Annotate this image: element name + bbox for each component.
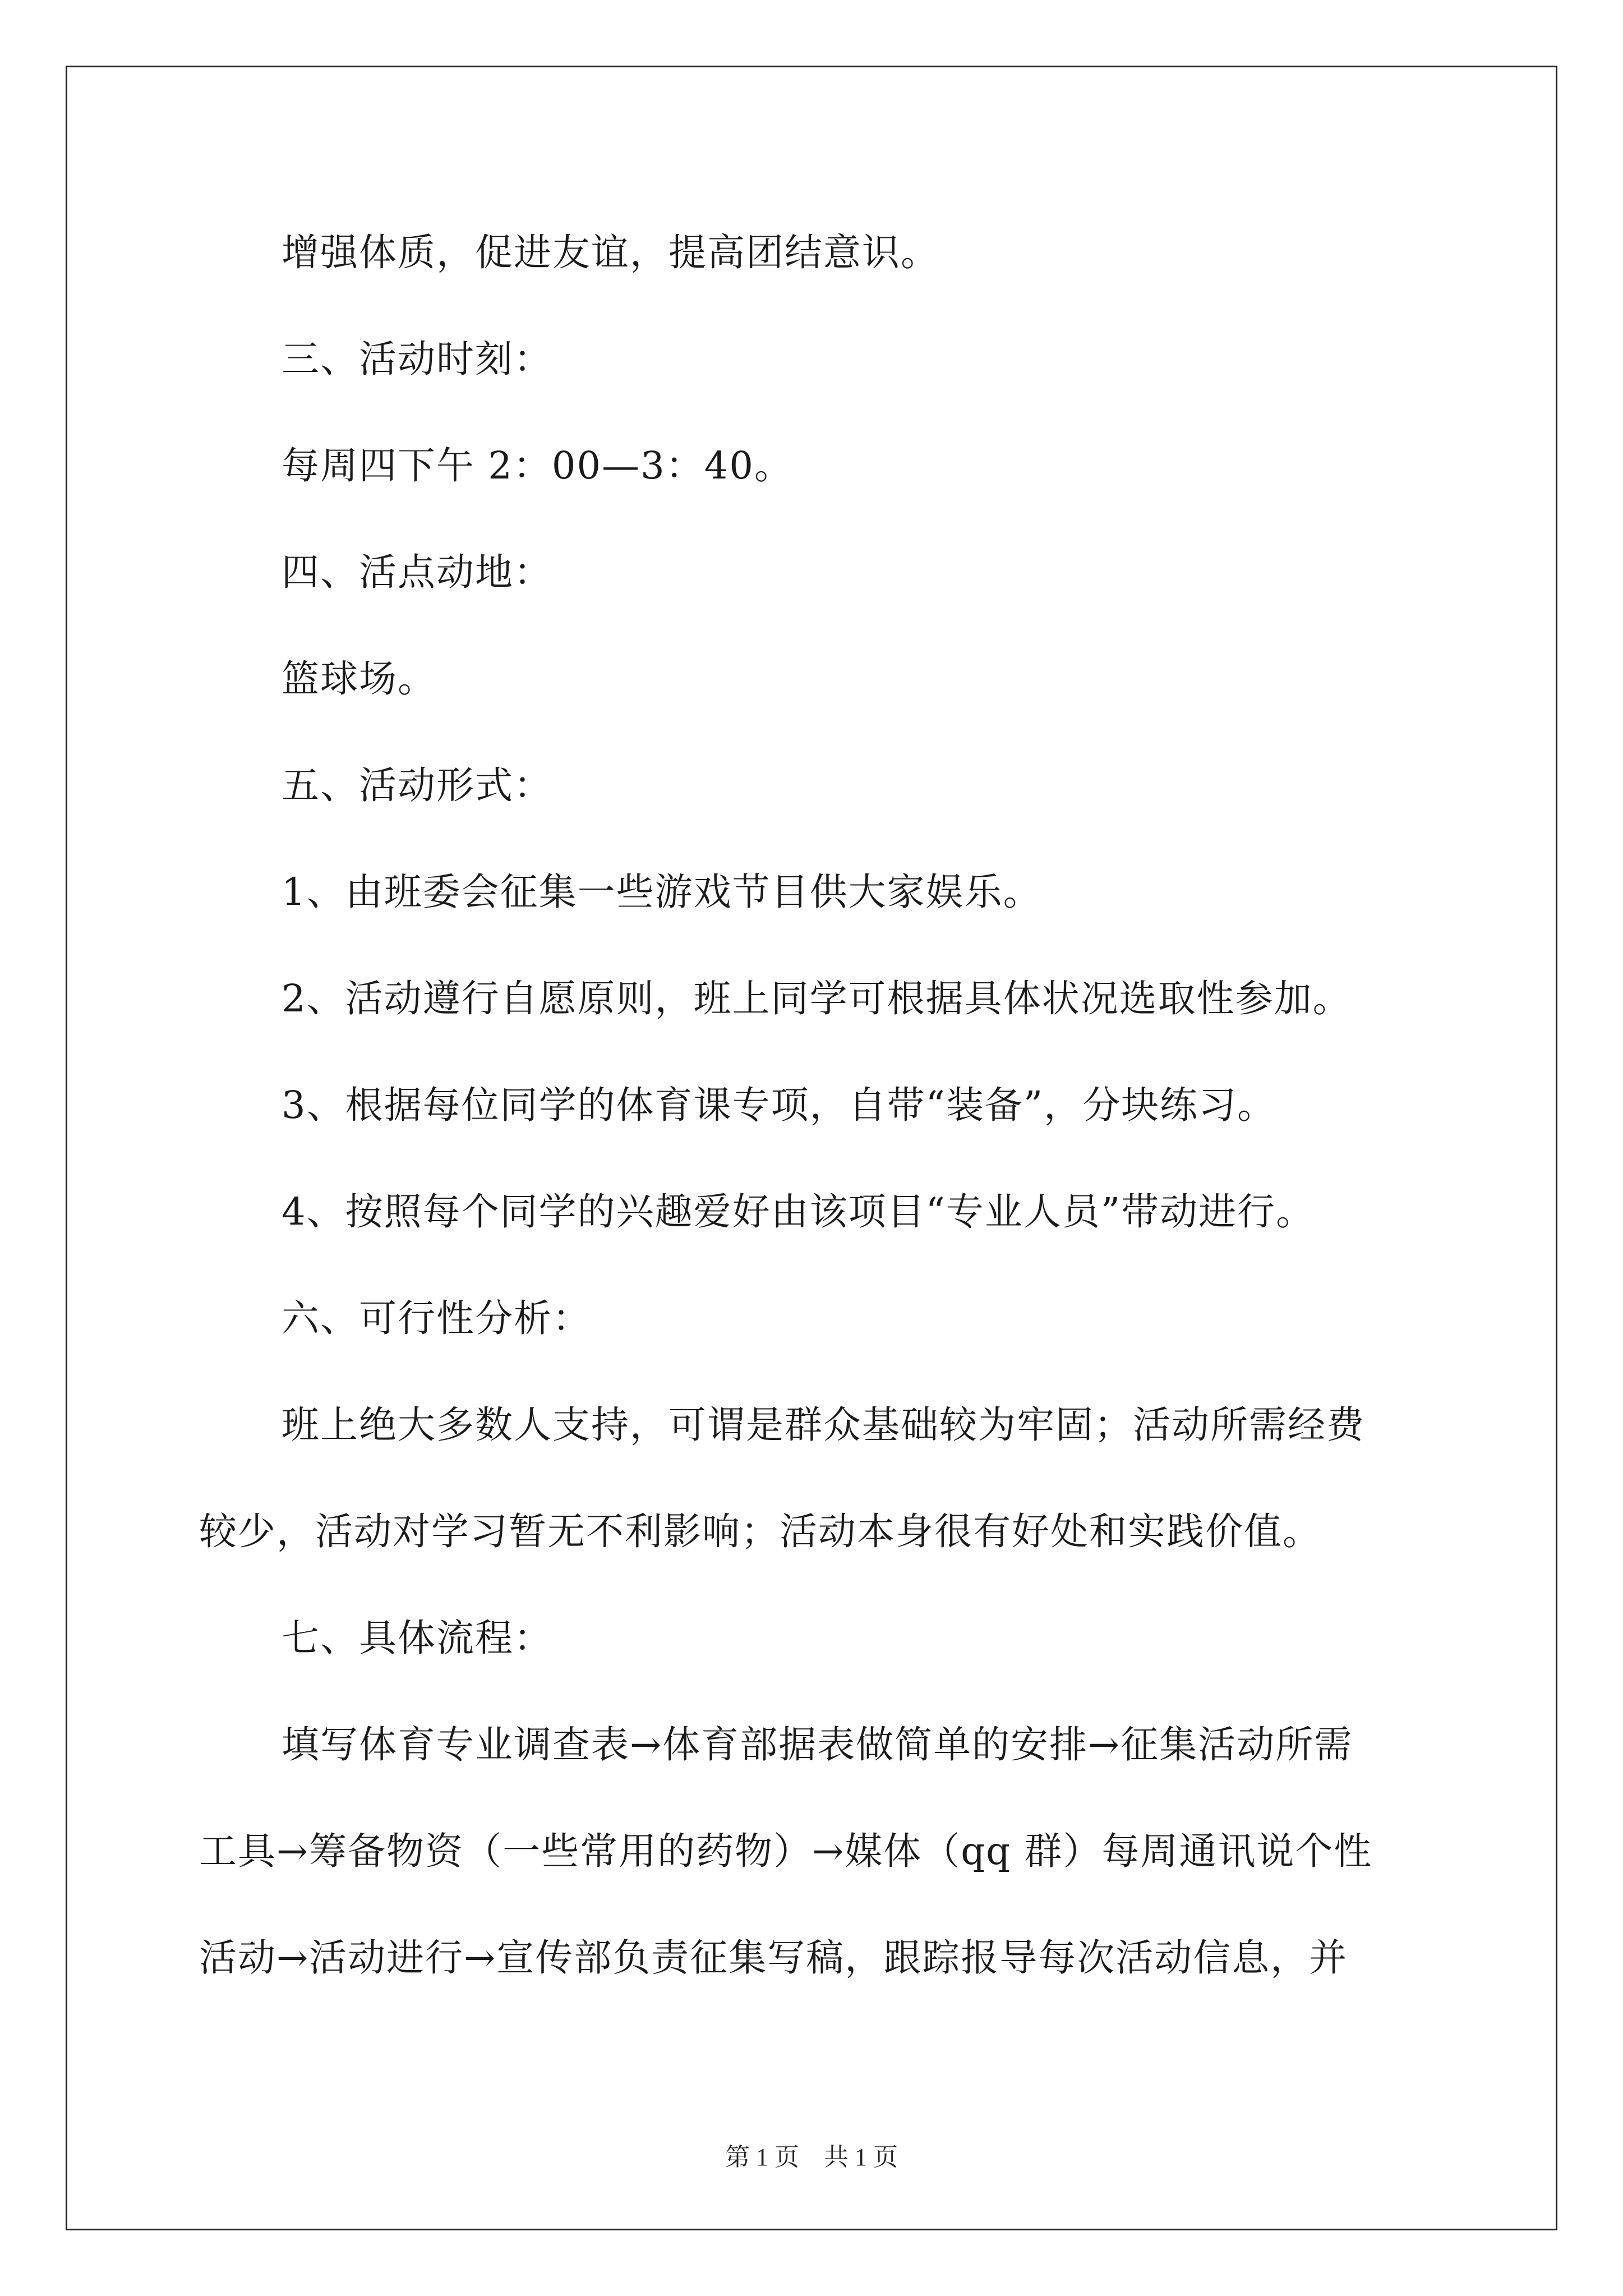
section-heading: 四、活点动地： [282,550,552,594]
section-heading: 五、活动形式： [282,763,552,807]
list-item: 1、由班委会征集一些游戏节目供大家娱乐。 [282,870,1042,914]
text-line: 活动→活动进行→宣传部负责征集写稿，跟踪报导每次活动信息，并 [199,1936,1348,1980]
text-line: 工具→筹备物资（一些常用的药物）→媒体（qq 群）每周通讯说个性 [199,1829,1373,1873]
page-footer: 第 1 页 共 1 页 [725,2143,898,2171]
text-line: 增强体质，促进友谊，提高团结意识。 [282,231,939,274]
page-border [66,66,1557,2230]
list-item: 4、按照每个同学的兴趣爱好由该项目“专业人员”带动进行。 [282,1190,1315,1234]
section-heading: 七、具体流程： [282,1616,552,1660]
list-item: 3、根据每位同学的体育课专项，自带“装备”，分块练习。 [282,1083,1276,1127]
text-line: 较少，活动对学习暂无不利影响；活动本身很有好处和实践价值。 [199,1510,1321,1553]
text-line: 篮球场。 [282,657,436,701]
text-line: 每周四下午 2：00—3：40。 [282,444,794,487]
text-line: 填写体育专业调查表→体育部据表做简单的安排→征集活动所需 [282,1723,1353,1766]
section-heading: 三、活动时刻： [282,337,552,381]
list-item: 2、活动遵行自愿原则，班上同学可根据具体状况选取性参加。 [282,977,1352,1020]
text-line: 班上绝大多数人支持，可谓是群众基础较为牢固；活动所需经费 [282,1403,1365,1447]
section-heading: 六、可行性分析： [282,1296,591,1340]
